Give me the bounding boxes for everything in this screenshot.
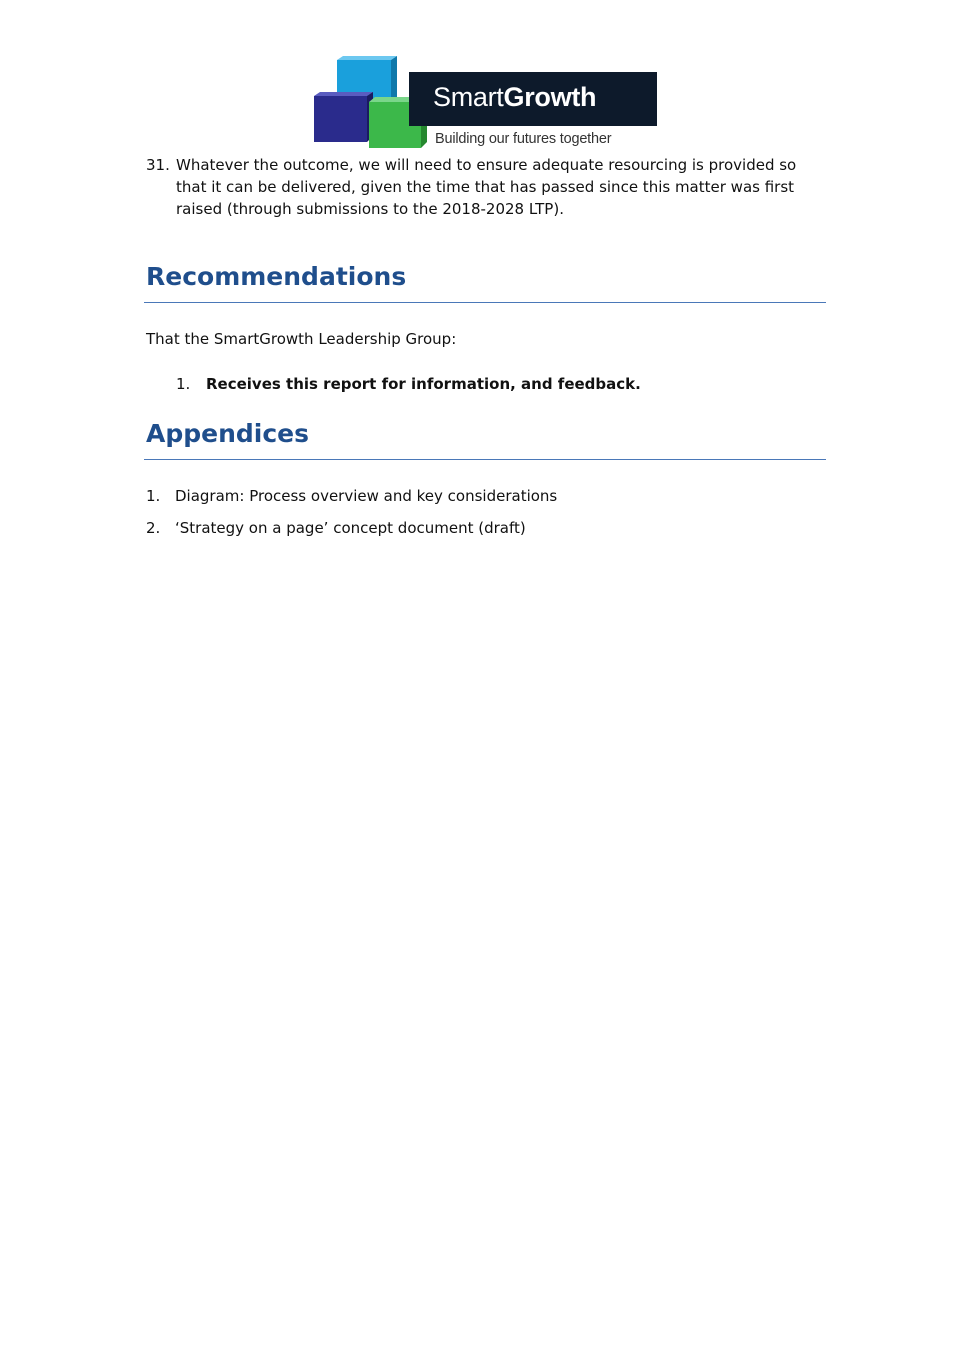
appendix-text: Diagram: Process overview and key considerations: [175, 487, 558, 505]
recommendations-heading: Recommendations: [146, 262, 407, 291]
recommendation-item: [176, 373, 641, 395]
appendix-item: [146, 517, 526, 539]
appendix-text: ‘Strategy on a page’ concept document (draft): [175, 519, 526, 537]
logo-tagline: Building our futures together: [435, 131, 612, 147]
smartgrowth-logo: [311, 56, 661, 152]
paragraph-number: 31.: [146, 156, 170, 174]
paragraph-31: [146, 154, 826, 220]
paragraph-text: Whatever the outcome, we will need to ensure adequate resourcing is provided so that it can be delivered, given the time that has passed since this matter was first raised (through submissions to the 2018-2028 LTP).: [176, 156, 797, 218]
recommendation-number: 1.: [176, 375, 191, 393]
appendices-rule: [144, 459, 826, 460]
logo-name-light: Smart: [433, 82, 504, 112]
recommendation-text: Receives this report for information, and feedback.: [206, 375, 641, 393]
appendices-heading: Appendices: [146, 419, 310, 448]
logo-wordmark: [433, 82, 596, 113]
appendix-number: 1.: [146, 487, 161, 505]
logo-name-bold: Growth: [503, 82, 597, 112]
appendix-number: 2.: [146, 519, 161, 537]
recommendations-rule: [144, 302, 826, 303]
recommendations-intro: That the SmartGrowth Leadership Group:: [146, 330, 457, 348]
appendix-item: [146, 485, 557, 507]
